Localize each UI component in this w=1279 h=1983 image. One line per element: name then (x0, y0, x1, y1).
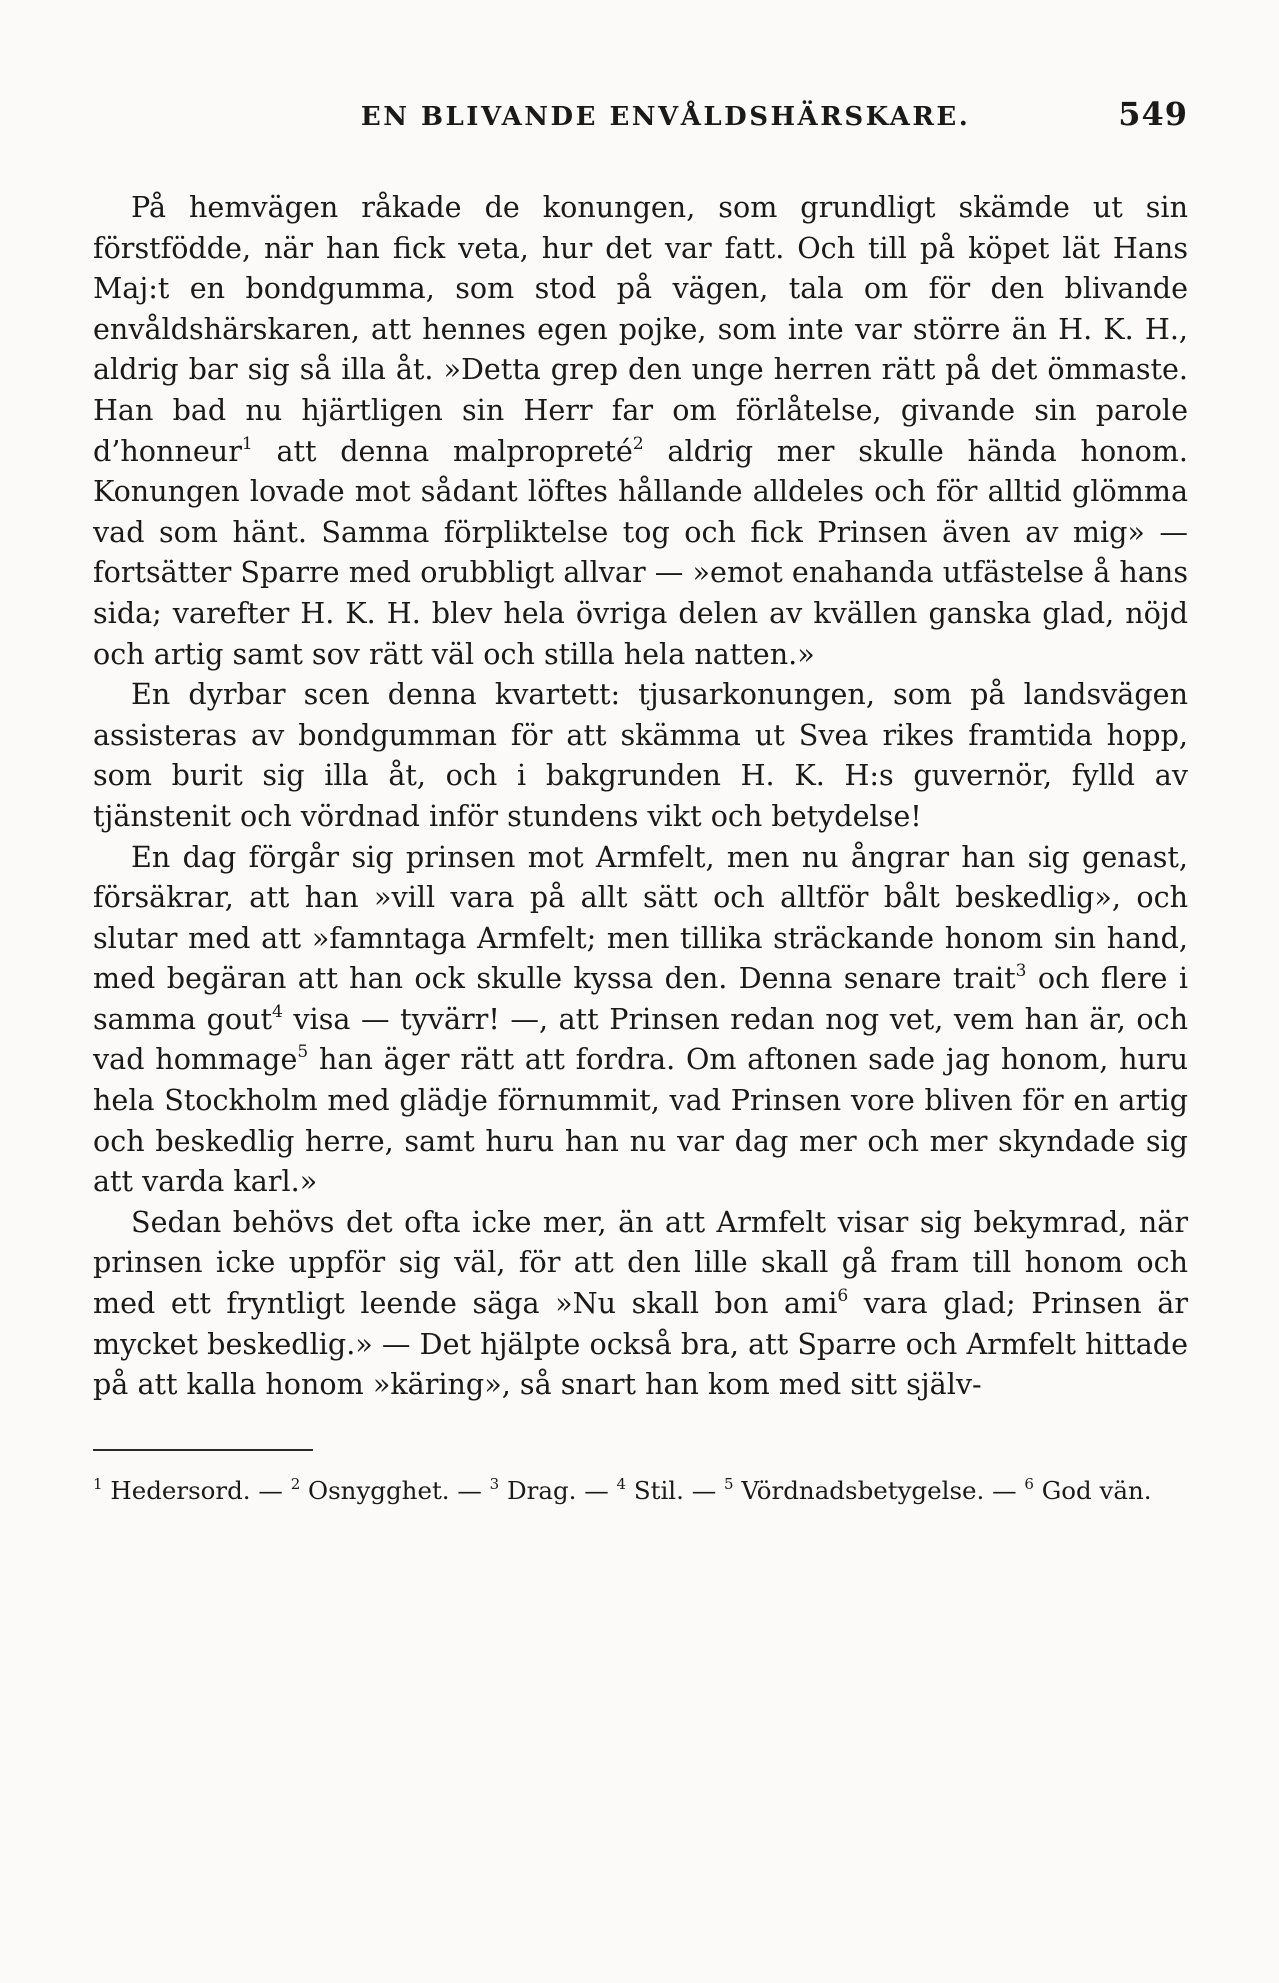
text-run: han äger rätt att fordra. Om aftonen sade jag honom, huru hela Stockholm med glädje förnummit, vad Prinsen vore bliven för en artig och beskedlig herre, samt huru han nu var dag mer och mer skyndade sig att varda karl.» (93, 1042, 1188, 1199)
text-run: Vördnadsbetygelse. — (733, 1475, 1025, 1505)
footnote-ref: 3 (489, 1474, 500, 1493)
footnote-ref: 2 (632, 433, 644, 454)
text-run: På hemvägen råkade de konungen, som grundligt skämde ut sin förstfödde, när han fick veta, hur det var fatt. Och till på köpet lät Hans Maj:t en bondgumma, som stod på vägen, tala om för den blivande envåldshärskaren, att hennes egen pojke, som inte var större än H. K. H., aldrig bar sig så illa åt. »Detta grep den unge herren rätt på det ömmaste. Han bad nu hjärtligen sin Herr far om förlåtelse, givande sin parole d’honneur (93, 190, 1188, 468)
running-head (93, 95, 1188, 155)
footnote-divider (93, 1449, 313, 1451)
footnote-ref: 4 (272, 1001, 283, 1022)
text-run: och flere i samma gout (93, 961, 1188, 1036)
footnote-ref: 5 (297, 1042, 309, 1063)
footnote-ref: 5 (724, 1474, 734, 1493)
text-run: att denna malpropreté (252, 433, 633, 468)
footnote-ref: 6 (837, 1286, 849, 1307)
footnote-ref: 2 (290, 1474, 301, 1493)
text-run: En dyrbar scen denna kvartett: tjusarkonungen, som på landsvägen assisteras av bondgumman för att skämma ut Svea rikes framtida hopp, som burit sig illa åt, och i bakgrunden H. K. H:s guvernör, fylld av tjänstenit och vördnad inför stundens vikt och betydelse! (93, 677, 1188, 833)
footnote-ref: 6 (1024, 1474, 1034, 1493)
book-page (93, 95, 1188, 1509)
footnote-ref: 4 (616, 1474, 627, 1493)
paragraph (93, 674, 1188, 836)
text-run: Osnygghet. — (300, 1475, 490, 1505)
text-run: God vän. (1033, 1475, 1152, 1505)
body-text (93, 187, 1188, 1405)
running-title: EN BLIVANDE ENVÅLDSHÄRSKARE. (360, 102, 971, 132)
text-run: vara glad; Prinsen är mycket beskedlig.» — Det hjälpte också bra, att Sparre och Armfelt hittade på att kalla honom »käring», så snart han kom med sitt själv- (93, 1286, 1189, 1402)
footnote-ref: 1 (93, 1474, 103, 1493)
paragraph (93, 837, 1188, 1202)
text-run: aldrig mer skulle hända honom. Konungen lovade mot sådant löftes hållande alldeles och för alltid glömma vad som hänt. Samma förpliktelse tog och fick Prinsen även av mig» — fortsätter Sparre med orubbligt allvar — »emot enahanda utfästelse å hans sida; varefter H. K. H. blev hela övriga delen av kvällen ganska glad, nöjd och artig samt sov rätt väl och stilla hela natten.» (93, 433, 1188, 671)
text-run: Drag. — (499, 1475, 617, 1505)
paragraph (93, 187, 1188, 674)
text-run: En dag förgår sig prinsen mot Armfelt, men nu ångrar han sig genast, försäkrar, att han »vill vara på allt sätt och alltför bålt beskedlig», och slutar med att »famntaga Armfelt; men tillika sträckande honom sin hand, med begäran att han ock skulle kyssa den. Denna senare trait (93, 839, 1188, 996)
footnote-ref: 3 (1015, 961, 1027, 982)
text-run: visa — tyvärr! —, att Prinsen redan nog vet, vem han är, och vad hommage (93, 1001, 1188, 1077)
page-number: 549 (1118, 95, 1188, 133)
paragraph (93, 1202, 1188, 1405)
text-run: Hedersord. — (102, 1475, 291, 1505)
text-run: Stil. — (626, 1475, 724, 1505)
text-run: Sedan behövs det ofta icke mer, än att Armfelt visar sig bekymrad, när prinsen icke uppför sig väl, för att den lille skall gå fram till honom och med ett fryntligt leende säga »Nu skall bon ami (93, 1204, 1188, 1321)
footnotes (93, 1473, 1188, 1509)
footnote-ref: 1 (241, 433, 253, 454)
